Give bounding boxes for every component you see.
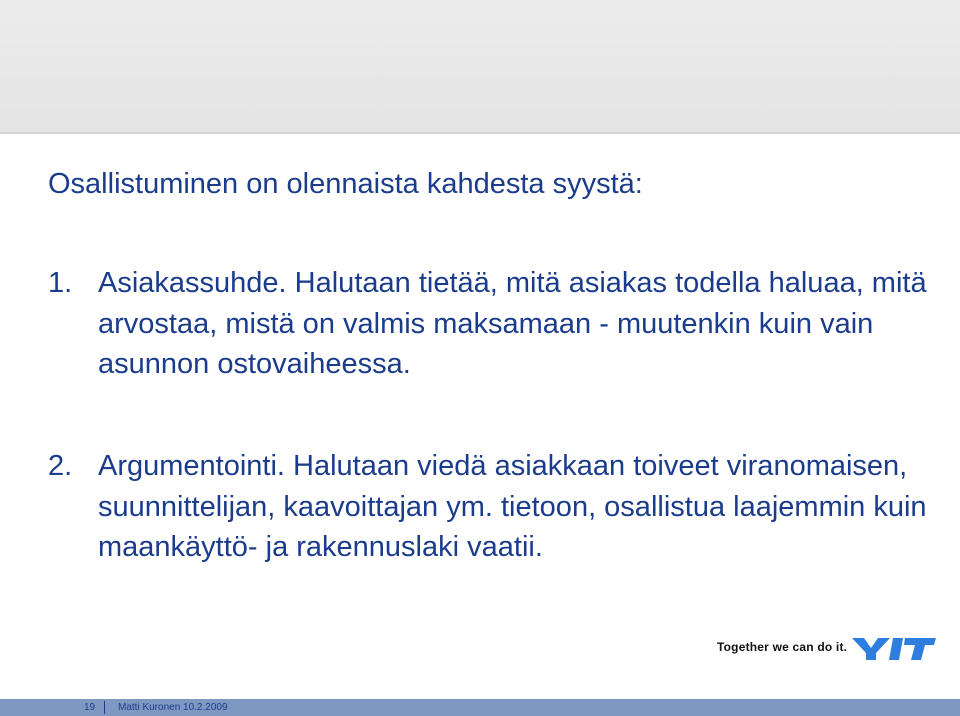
header-band [0, 0, 960, 132]
footer-divider [104, 701, 105, 714]
list-item [48, 446, 928, 568]
list-item-number: 1. [48, 267, 73, 299]
yit-logo-shapes [852, 638, 936, 660]
brand-tagline: Together we can do it. [717, 640, 848, 654]
list-item-text: Asiakassuhde. Halutaan tietää, mitä asiakas todella haluaa, mitä arvostaa, mistä on valmis maksamaan - muutenkin kuin vain asunnon ostovaiheessa. [98, 267, 927, 380]
footer-author-date: Matti Kuronen 10.2.2009 [118, 702, 228, 713]
list-item-text: Argumentointi. Halutaan viedä asiakkaan toiveet viranomaisen, suunnittelijan, kaavoittajan ym. tietoon, osallistua laajemmin kuin maankäyttö- ja rakennuslaki vaatii. [98, 450, 927, 563]
intro-text: Osallistuminen on olennaista kahdesta syystä: [48, 168, 643, 200]
page-number: 19 [84, 702, 96, 713]
list-item [48, 263, 928, 385]
list-item-number: 2. [48, 450, 73, 482]
yit-logo-icon [852, 636, 936, 662]
header-divider [0, 132, 960, 134]
